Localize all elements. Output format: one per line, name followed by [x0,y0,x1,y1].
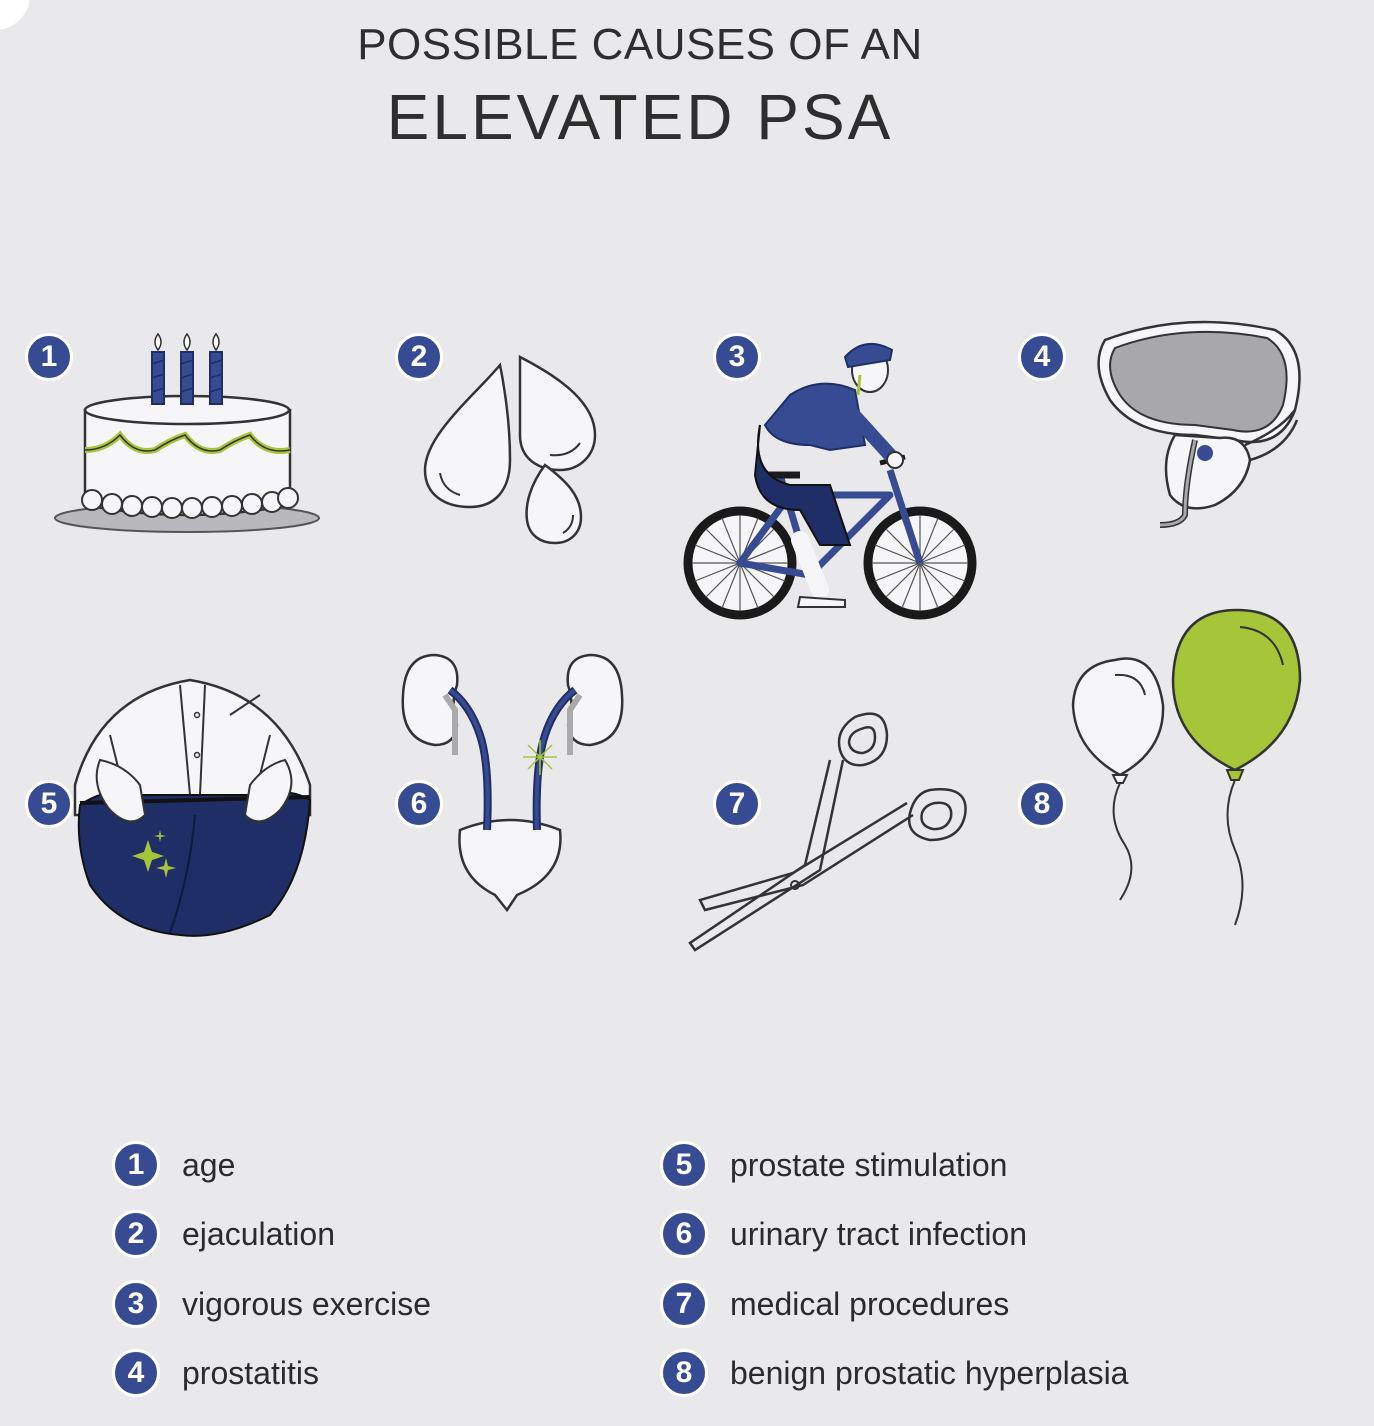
illustration-badge-3: 3 [713,333,761,381]
medical-scissors-icon [685,705,975,960]
legend-label-2: ejaculation [182,1215,335,1252]
illustration-badge-1: 1 [25,333,73,381]
prostate-bladder-icon [1085,310,1305,535]
birthday-cake-icon [50,330,330,540]
cyclist-icon [680,335,985,625]
legend-label-7: medical procedures [730,1285,1010,1322]
legend-badge-1: 1 [112,1141,160,1189]
legend-badge-3: 3 [112,1280,160,1328]
legend-label-5: prostate stimulation [730,1146,1008,1183]
legend-item-3 [112,1279,431,1329]
illustration-badge-6: 6 [395,780,443,828]
balloons-icon [1065,605,1310,935]
droplets-icon [415,355,605,550]
legend-item-5 [660,1140,1007,1190]
legend-item-2 [112,1209,335,1259]
legend-badge-6: 6 [660,1210,708,1258]
legend-badge-5: 5 [660,1141,708,1189]
legend-item-7 [660,1279,1009,1329]
legend-badge-8: 8 [660,1349,708,1397]
legend-label-3: vigorous exercise [182,1285,431,1322]
legend-badge-2: 2 [112,1210,160,1258]
legend-badge-4: 4 [112,1349,160,1397]
pants-pockets-icon [70,675,315,940]
illustration-badge-7: 7 [713,780,761,828]
illustration-badge-5: 5 [25,780,73,828]
illustration-badge-4: 4 [1018,333,1066,381]
legend-label-1: age [182,1146,236,1183]
legend-label-6: urinary tract infection [730,1215,1028,1252]
illustration-badge-8: 8 [1018,780,1066,828]
legend-item-6 [660,1209,1027,1259]
legend-badge-7: 7 [660,1280,708,1328]
legend-label-8: benign prostatic hyperplasia [730,1354,1129,1391]
urinary-tract-icon [395,645,630,920]
legend-item-1 [112,1140,235,1190]
legend-item-8 [660,1348,1128,1398]
legend-label-4: prostatitis [182,1354,319,1391]
illustration-badge-2: 2 [395,333,443,381]
title-line-2: ELEVATED PSA [386,81,894,153]
legend-item-4 [112,1348,319,1398]
title-line-1: POSSIBLE CAUSES OF AN [357,20,923,69]
